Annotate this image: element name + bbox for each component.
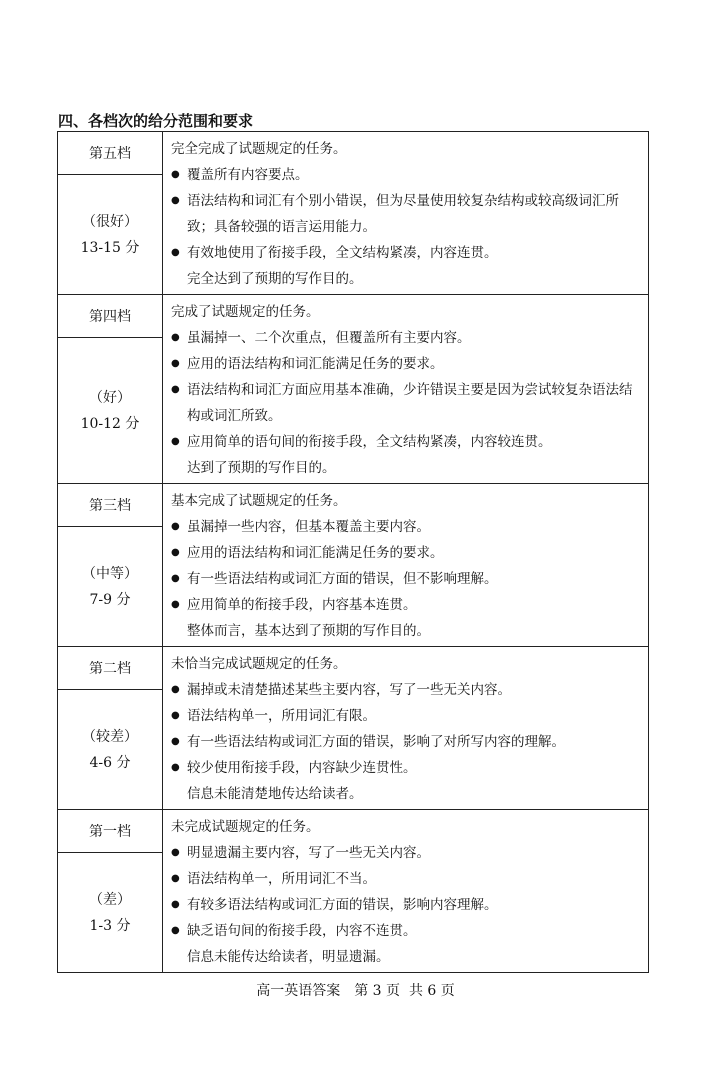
bullet-icon: ● xyxy=(171,195,180,206)
level-name: 第一档 xyxy=(58,810,163,853)
criteria-text: 语法结构单一，所用词汇有限。 xyxy=(187,708,376,724)
level-description xyxy=(163,810,649,973)
section-title: 四、各档次的给分范围和要求 xyxy=(58,112,254,130)
criteria-text: 缺乏语句间的衔接手段，内容不连贯。 xyxy=(187,923,417,939)
bullet-icon: ● xyxy=(171,573,180,584)
criteria-text: 语法结构和词汇方面应用基本准确，少许错误主要是因为尝试较复杂语法结构或词汇所致。 xyxy=(187,382,633,424)
level-row xyxy=(58,810,649,853)
level-score-cell xyxy=(58,853,163,973)
level-quality: （很好） xyxy=(82,213,138,230)
bullet-icon: ● xyxy=(171,521,180,532)
bullet-icon: ● xyxy=(171,684,180,695)
criteria-text: 应用简单的衔接手段，内容基本连贯。 xyxy=(187,597,417,613)
level-name: 第二档 xyxy=(58,647,163,690)
level-conclusion: 达到了预期的写作目的。 xyxy=(187,460,336,476)
level-quality: （中等） xyxy=(82,565,138,582)
bullet-icon: ● xyxy=(171,169,180,180)
level-summary: 未恰当完成试题规定的任务。 xyxy=(171,656,347,672)
page-footer: 高一英语答案 第 3 页 共 6 页 xyxy=(256,983,455,999)
bullet-icon: ● xyxy=(171,547,180,558)
criteria-item xyxy=(171,677,644,703)
criteria-item xyxy=(171,892,644,918)
criteria-item xyxy=(171,351,644,377)
level-score-cell xyxy=(58,690,163,810)
criteria-item xyxy=(171,188,644,240)
criteria-text: 覆盖所有内容要点。 xyxy=(187,167,309,183)
criteria-item xyxy=(171,592,644,618)
criteria-item xyxy=(171,429,644,455)
bullet-icon: ● xyxy=(171,925,180,936)
criteria-item xyxy=(171,703,644,729)
level-conclusion: 完全达到了预期的写作目的。 xyxy=(187,271,363,287)
criteria-item xyxy=(171,240,644,266)
criteria-text: 虽漏掉一些内容，但基本覆盖主要内容。 xyxy=(187,519,430,535)
level-score: 4-6 分 xyxy=(89,754,131,771)
level-row xyxy=(58,295,649,338)
level-score: 13-15 分 xyxy=(80,239,140,256)
bullet-icon: ● xyxy=(171,358,180,369)
criteria-item xyxy=(171,729,644,755)
bullet-icon: ● xyxy=(171,436,180,447)
level-score-cell xyxy=(58,175,163,295)
bullet-icon: ● xyxy=(171,332,180,343)
criteria-text: 语法结构和词汇有个别小错误，但为尽量使用较复杂结构或较高级词汇所致；具备较强的语言运用能力。 xyxy=(187,193,619,235)
level-conclusion: 信息未能传达给读者，明显遗漏。 xyxy=(187,949,390,965)
bullet-icon: ● xyxy=(171,384,180,395)
level-conclusion: 整体而言，基本达到了预期的写作目的。 xyxy=(187,623,430,639)
level-summary: 完全完成了试题规定的任务。 xyxy=(171,141,347,157)
bullet-icon: ● xyxy=(171,762,180,773)
bullet-icon: ● xyxy=(171,847,180,858)
criteria-text: 应用简单的语句间的衔接手段，全文结构紧凑，内容较连贯。 xyxy=(187,434,552,450)
criteria-text: 有一些语法结构或词汇方面的错误，影响了对所写内容的理解。 xyxy=(187,734,565,750)
criteria-text: 虽漏掉一、二个次重点，但覆盖所有主要内容。 xyxy=(187,330,471,346)
level-score: 10-12 分 xyxy=(80,415,140,432)
level-quality: （较差） xyxy=(82,728,138,745)
level-quality: （差） xyxy=(89,891,131,908)
criteria-item xyxy=(171,377,644,429)
criteria-text: 应用的语法结构和词汇能满足任务的要求。 xyxy=(187,545,444,561)
criteria-item xyxy=(171,918,644,944)
level-quality: （好） xyxy=(89,389,131,406)
criteria-item xyxy=(171,162,644,188)
criteria-text: 语法结构单一，所用词汇不当。 xyxy=(187,871,376,887)
criteria-item xyxy=(171,566,644,592)
level-name: 第三档 xyxy=(58,484,163,527)
level-score: 7-9 分 xyxy=(89,591,131,608)
criteria-item xyxy=(171,540,644,566)
bullet-icon: ● xyxy=(171,710,180,721)
criteria-item xyxy=(171,755,644,781)
level-conclusion: 信息未能清楚地传达给读者。 xyxy=(187,786,363,802)
level-summary: 完成了试题规定的任务。 xyxy=(171,304,320,320)
bullet-icon: ● xyxy=(171,899,180,910)
level-summary: 基本完成了试题规定的任务。 xyxy=(171,493,347,509)
level-name: 第五档 xyxy=(58,132,163,175)
bullet-icon: ● xyxy=(171,736,180,747)
bullet-icon: ● xyxy=(171,873,180,884)
criteria-item xyxy=(171,325,644,351)
level-row xyxy=(58,132,649,175)
bullet-icon: ● xyxy=(171,599,180,610)
level-description xyxy=(163,295,649,484)
criteria-text: 有较多语法结构或词汇方面的错误，影响内容理解。 xyxy=(187,897,498,913)
level-score-cell xyxy=(58,527,163,647)
level-score-cell xyxy=(58,338,163,484)
bullet-icon: ● xyxy=(171,247,180,258)
level-description xyxy=(163,484,649,647)
criteria-text: 有一些语法结构或词汇方面的错误，但不影响理解。 xyxy=(187,571,498,587)
level-name: 第四档 xyxy=(58,295,163,338)
criteria-text: 有效地使用了衔接手段，全文结构紧凑，内容连贯。 xyxy=(187,245,498,261)
level-row xyxy=(58,647,649,690)
criteria-item xyxy=(171,514,644,540)
criteria-item xyxy=(171,866,644,892)
criteria-text: 较少使用衔接手段，内容缺少连贯性。 xyxy=(187,760,417,776)
level-row xyxy=(58,484,649,527)
criteria-text: 明显遗漏主要内容，写了一些无关内容。 xyxy=(187,845,430,861)
criteria-item xyxy=(171,840,644,866)
level-score: 1-3 分 xyxy=(89,917,131,934)
criteria-text: 应用的语法结构和词汇能满足任务的要求。 xyxy=(187,356,444,372)
criteria-text: 漏掉或未清楚描述某些主要内容，写了一些无关内容。 xyxy=(187,682,511,698)
level-description xyxy=(163,132,649,295)
level-description xyxy=(163,647,649,810)
grading-table xyxy=(57,131,649,973)
level-summary: 未完成试题规定的任务。 xyxy=(171,819,320,835)
